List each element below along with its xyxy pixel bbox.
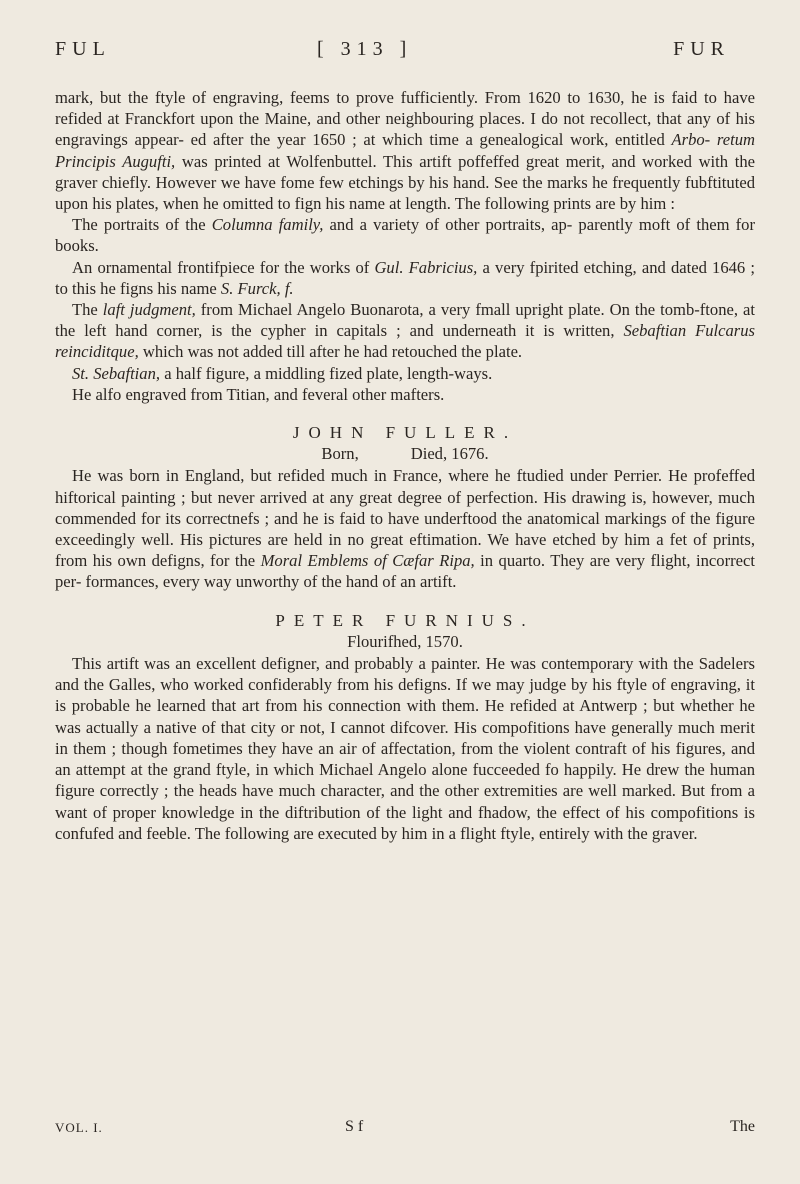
page-body [55, 87, 755, 844]
paragraph: He alfo engraved from Titian, and feveral other mafters. [72, 384, 445, 404]
paragraph: The laft judgment, from Michael Angelo Buonarota, a very fmall upright plate. On the tomb-ftone, at the left hand corner, is the cypher in capitals ; and underneath it is written, Sebaftian Fulcarus reinciditque, which was not added till after he had retouched the plate. [55, 300, 755, 362]
catchword: The [730, 1118, 755, 1135]
paragraph: He was born in England, but refided much in France, where he ftudied under Perrier. He profeffed hiftorical painting ; but never arrived at any great degree of perfection. His drawing is, however, much commended for its correctnefs ; and he is faid to have underftood the anatomical markings of the figure exceedingly well. His pictures are held in no great eftimation. We have etched by him a fet of prints, from his own defigns, for the Moral Emblems of Cæfar Ripa, in quarto. They are very flight, incorrect per- formances, every way unworthy of the hand of an artift. [55, 466, 755, 592]
header-right: FUR [673, 38, 730, 60]
entry-heading: PETER FURNIUS. [275, 610, 535, 630]
entry-heading: JOHN FULLER. [292, 423, 518, 443]
paragraph: St. Sebaftian, a half figure, a middling fized plate, length-ways. [72, 363, 493, 383]
volume-mark: VOL. I. [55, 1120, 103, 1135]
entry-dates: Flourifhed, 1570. [347, 631, 463, 651]
page-footer [55, 1118, 755, 1140]
paragraph: This artift was an excellent defigner, and probably a painter. He was contemporary with the Sadelers and the Galles, who worked confiderably from his defigns. If we may judge by his ftyle of engraving, it is probable he learned that art from his connection with them. He refided at Antwerp ; but whether he was actually a native of that city or not, I cannot difcover. His compofitions have generally much merit in them ; though fometimes they have an air of affectation, from the violent contraft of his figures, and an attempt at the grand ftyle, in which Michael Angelo alone fucceeded fo happily. He drew the human figure correctly ; the heads have much character, and the other extremities are well marked. But from a want of proper knowledge in the diftribution of the light and fhadow, the effect of his compofitions is confufed and feeble. The following are executed by him in a flight ftyle, entirely with the graver. [55, 654, 755, 843]
running-header [55, 38, 730, 68]
page-number: [ 313 ] [317, 38, 413, 60]
entry-dates: Born, Died, 1676. [321, 444, 489, 464]
header-left: FUL [55, 38, 111, 60]
paragraph: mark, but the ftyle of engraving, feems to prove fufficiently. From 1620 to 1630, he is faid to have refided at Franckfort upon the Maine, and other neighbouring places. I do not recollect, that any of his engravings appear- ed after the year 1650 ; at which time a genealogical work, entitled Arbo- retum Principis Augufti, was printed at Wolfenbuttel. This artift poffeffed great merit, and worked with the graver chiefly. However we have fome few etchings by his hand. See the marks he frequently fubftituted upon his plates, when he omitted to fign his name at length. The following prints are by him : [55, 88, 755, 214]
signature-mark: S f [345, 1118, 364, 1135]
paragraph: An ornamental frontifpiece for the works of Gul. Fabricius, a very fpirited etching, and dated 1646 ; to this he figns his name S. Furck, f. [55, 257, 756, 298]
paragraph: The portraits of the Columna family, and a variety of other portraits, ap- parently moft of them for books. [55, 215, 755, 256]
